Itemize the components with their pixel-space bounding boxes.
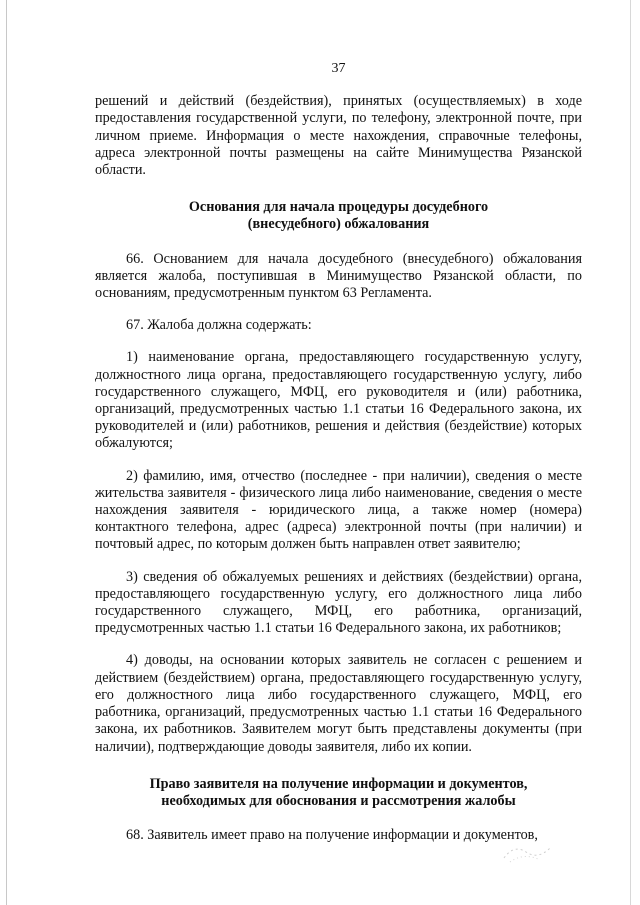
section2-heading-line1: Право заявителя на получение информации и документов, [149, 775, 528, 792]
list-item-2: 2) фамилию, имя, отчество (последнее - при наличии), сведения о месте жительства заявителя - физического лица либо наименование, сведения о месте нахождения заявителя - юридического лица, а также номер (номера) контактного телефона, адрес (адреса) электронной почты (при наличии) и почтовый адрес, по которым должен быть направлен ответ заявителю; [95, 467, 582, 553]
section-heading-line1: Основания для начала процедуры досудебного [188, 199, 489, 216]
paragraph-68: 68. Заявитель имеет право на получение информации и документов, [126, 827, 538, 844]
paragraph-67: 67. Жалоба должна содержать: [126, 317, 312, 334]
intro-paragraph: решений и действий (бездействия), принятых (осуществляемых) в ходе предоставления государственной услуги, по телефону, электронной почте, при личном приеме. Информация о месте нахождения, справочные телефоны, адреса электронной почты размещены на сайте Минимущества Рязанской области. [95, 93, 582, 179]
document-page [95, 60, 582, 844]
scan-edge-right [630, 0, 631, 905]
list-item-1: 1) наименование органа, предоставляющего государственную услугу, должностного лица органа, предоставляющего государственную услугу, либо государственного служащего, МФЦ, его руководителя и (или) работника, организаций, предусмотренных частью 1.1 статьи 16 Федерального закона, их руководителей и (или) работников, решения и действия (бездействие) которых обжалуются; [95, 349, 582, 452]
page-number: 37 [331, 61, 346, 76]
list-item-3: 3) сведения об обжалуемых решениях и действиях (бездействии) органа, предоставляющего государственную услугу, его должностного лица либо государственного служащего, МФЦ, его работника, организаций, предусмотренных частью 1.1 статьи 16 Федерального закона, их работников; [95, 568, 582, 637]
section-heading-line2: (внесудебного) обжалования [247, 216, 430, 233]
faint-stamp-mark [500, 838, 560, 866]
section2-heading-line2: необходимых для обоснования и рассмотрения жалобы [161, 792, 516, 809]
scan-edge-left [6, 0, 7, 905]
list-item-4: 4) доводы, на основании которых заявитель не согласен с решением и действием (бездействием) органа, предоставляющего государственную услугу, его должностного лица либо государственного служащего, МФЦ, его работника, организаций, предусмотренных частью 1.1 статьи 16 Федерального закона, их работников. Заявителем могут быть представлены документы (при наличии), подтверждающие доводы заявителя, либо их копии. [95, 652, 582, 755]
paragraph-66: 66. Основанием для начала досудебного (внесудебного) обжалования является жалоба, поступившая в Минимущество Рязанской области, по основаниям, предусмотренным пунктом 63 Регламента. [95, 250, 582, 302]
